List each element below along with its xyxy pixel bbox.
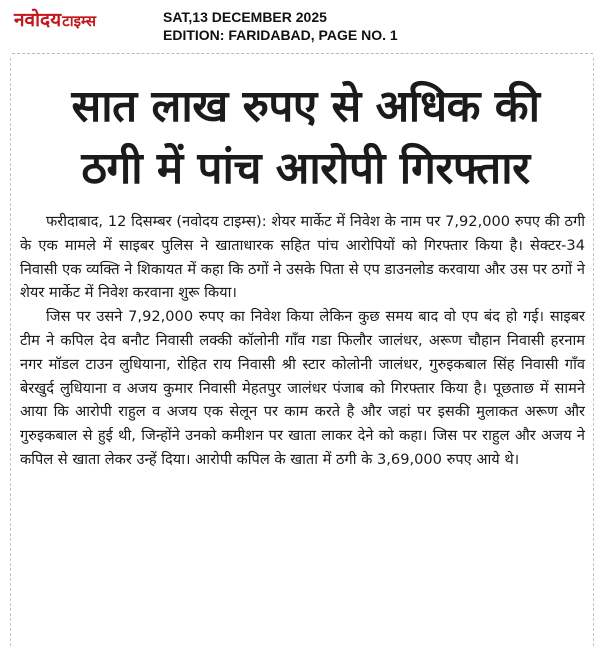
clip-border-right (593, 58, 594, 646)
article-paragraph-2: जिस पर उसने 7,92,000 रुपए का निवेश किया लेकिन कुछ समय बाद वो एप बंद हो गई। साइबर टीम ने कपिल देव बनौट निवासी लक्की कॉलोनी गाँव गडा फिलौर जालंधर, अरूण चौहान निवासी हरनाम नगर मॉडल टाउन लुधियाना, रोहित राय निवासी श्री स्टार कोलोनी जालंधर, गुरुइकबाल सिंह निवासी गाँव बेरखुर्द लुधियाना व अजय कुमार निवासी मेहतपुर जालंधर पंजाब को गिरफ्तार किया है। पूछताछ में सामने आया कि आरोपी राहुल व अजय एक सेलून पर काम करते है और जहां पर इसकी मुलाकत अरूण और गुरुइकबाल से हुई थी, जिन्होंने उनको कमीशन पर खाता लाकर देने को कहा। जिस पर राहुल और अजय ने कपिल से खाता लेकर उन्हें दिया। आरोपी कपिल के खाता में ठगी के 3,69,000 रुपए आये थे। (20, 308, 585, 468)
edition-info (163, 8, 398, 44)
article-paragraph-1: फरीदाबाद, 12 दिसम्बर (नवोदय टाइम्स): शेयर मार्केट में निवेश के नाम पर 7,92,000 रुपए की ठगी के एक मामले में साइबर पुलिस ने खाताधारक सहित पांच आरोपियों को गिरफ्तार किया है। सेक्टर-34 निवासी एक व्यक्ति ने शिकायत में कहा कि ठगों ने उसके पिता से एप डाउनलोड करवाया और उस पर ठगों ने शेयर मार्केट में निवेश करवाना शुरू किया। (20, 213, 585, 302)
edition-page: EDITION: FARIDABAD, PAGE NO. 1 (163, 27, 398, 43)
article-body (20, 210, 585, 472)
publication-date: SAT,13 DECEMBER 2025 (163, 9, 327, 25)
clip-border-top (12, 53, 593, 54)
newspaper-logo (14, 6, 96, 32)
logo-brand: नवोदय (14, 9, 62, 31)
logo-brand-suffix: टाइम्स (62, 12, 96, 30)
headline-line-2: ठगी में पांच आरोपी गिरफ्तार (81, 143, 530, 194)
headline-line-1: सात लाख रुपए से अधिक की (71, 81, 540, 132)
masthead (0, 0, 601, 52)
article-headline (18, 76, 593, 200)
clip-border-left (10, 58, 11, 646)
